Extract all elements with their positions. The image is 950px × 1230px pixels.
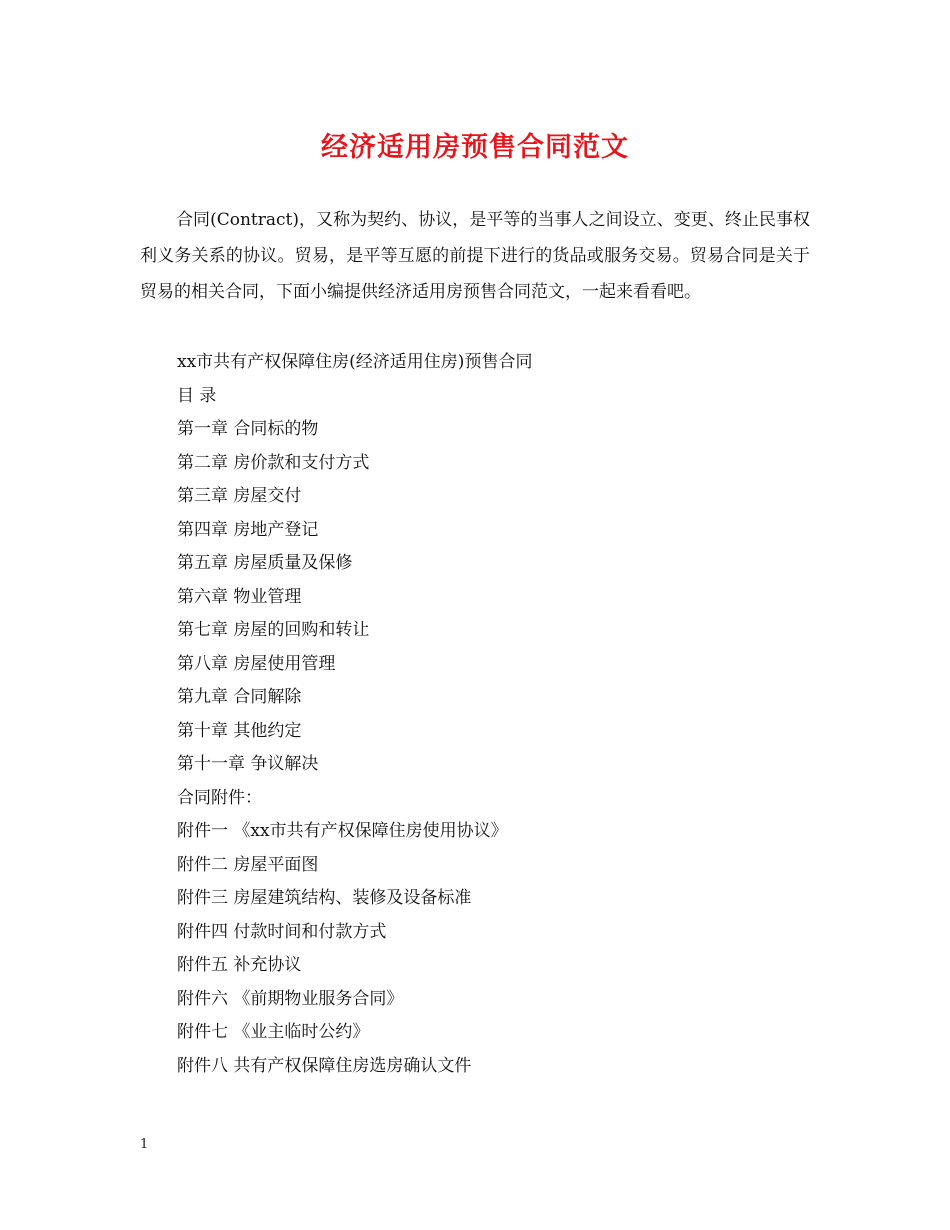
toc-heading: 目 录 [177,385,217,406]
toc-chapter-2: 第二章 房价款和支付方式 [177,452,370,473]
toc-chapter-3: 第三章 房屋交付 [177,486,302,506]
attachment-7: 附件七 《业主临时公约》 [177,1022,370,1042]
toc-chapter-11: 第十一章 争议解决 [177,754,319,774]
attachment-3: 附件三 房屋建筑结构、装修及设备标准 [177,888,472,908]
toc-chapter-1: 第一章 合同标的物 [177,419,319,439]
toc-chapter-9: 第九章 合同解除 [177,687,302,707]
attachment-8: 附件八 共有产权保障住房选房确认文件 [177,1055,472,1076]
toc-chapter-5: 第五章 房屋质量及保修 [177,553,353,573]
toc-chapter-7: 第七章 房屋的回购和转让 [177,620,370,640]
document-title: 经济适用房预售合同范文 [321,132,629,163]
toc-chapter-4: 第四章 房地产登记 [177,519,319,540]
attachment-4: 附件四 付款时间和付款方式 [177,921,387,942]
attachment-2: 附件二 房屋平面图 [177,854,319,875]
attachment-1: 附件一 《xx市共有产权保障住房使用协议》 [177,821,508,841]
toc-chapter-10: 第十章 其他约定 [177,720,302,741]
toc-chapter-6: 第六章 物业管理 [177,586,302,607]
attachment-5: 附件五 补充协议 [177,955,302,975]
toc-chapter-8: 第八章 房屋使用管理 [177,653,336,674]
intro-paragraph: 合同(Contract)，又称为契约、协议，是平等的当事人之间设立、变更、终止民事权利义务关系的协议。贸易，是平等互愿的前提下进行的货品或服务交易。贸易合同是关于贸易的相关合同，下面小编提供经济适用房预售合同范文，一起来看看吧。 [140,210,810,302]
contract-contents [177,346,817,1083]
attachments-heading: 合同附件： [177,787,262,808]
page-number: 1 [140,1137,149,1152]
contract-heading: xx市共有产权保障住房(经济适用住房)预售合同 [177,352,533,372]
attachment-6: 附件六 《前期物业服务合同》 [177,988,404,1009]
